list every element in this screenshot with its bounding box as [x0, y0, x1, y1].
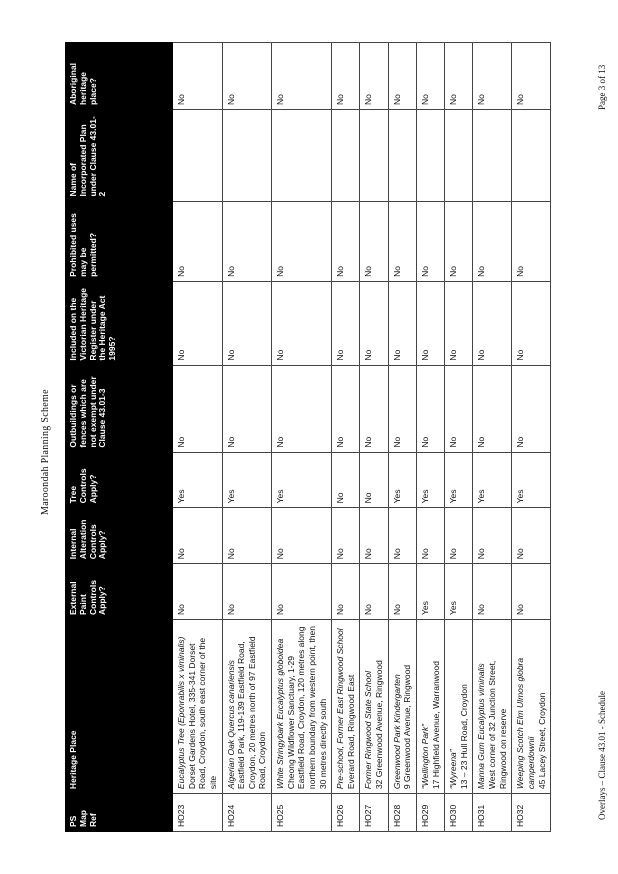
plan-cell: [473, 110, 512, 202]
plan-cell: [222, 110, 272, 202]
paint-cell: Yes: [416, 564, 444, 620]
column-header: Outbuildings or fences which are not exempt under Clause 43.01-3: [66, 365, 173, 452]
map-ref-cell: HO27: [360, 794, 388, 832]
tree-cell: Yes: [512, 452, 551, 508]
table-row: [416, 43, 444, 832]
table-row: [332, 43, 360, 832]
place-address: West corner of 32 Junction Street, Ringwood on reserve: [487, 660, 508, 790]
heritage-place-cell: [416, 619, 444, 793]
plan-cell: [173, 110, 223, 202]
outbuildings-cell: No: [388, 365, 416, 452]
internal-cell: No: [512, 508, 551, 564]
map-ref-cell: HO29: [416, 794, 444, 832]
prohibited-cell: No: [272, 201, 332, 281]
paint-cell: No: [332, 564, 360, 620]
plan-cell: [272, 110, 332, 202]
vhr-cell: No: [445, 281, 473, 365]
plan-cell: [445, 110, 473, 202]
heritage-place-cell: [272, 619, 332, 793]
aboriginal-cell: No: [222, 43, 272, 110]
plan-cell: [360, 110, 388, 202]
column-header: Prohibited uses may be permitted?: [66, 201, 173, 281]
plan-cell: [388, 110, 416, 202]
outbuildings-cell: No: [272, 365, 332, 452]
place-name: Weeping Scotch Elm Ulmos globra camperdownii: [515, 657, 536, 790]
aboriginal-cell: No: [512, 43, 551, 110]
vhr-cell: No: [360, 281, 388, 365]
column-header: Heritage Place: [66, 619, 173, 793]
internal-cell: No: [388, 508, 416, 564]
page-header: Maroondah Planning Scheme: [40, 389, 51, 515]
column-header: Internal Alteration Controls Apply?: [66, 508, 173, 564]
vhr-cell: No: [222, 281, 272, 365]
heritage-place-cell: [332, 619, 360, 793]
aboriginal-cell: No: [416, 43, 444, 110]
prohibited-cell: No: [388, 201, 416, 281]
paint-cell: No: [272, 564, 332, 620]
page-number: Page 3 of 13: [597, 64, 607, 110]
outbuildings-cell: No: [445, 365, 473, 452]
tree-cell: Yes: [416, 452, 444, 508]
column-header: Aboriginal heritage place?: [66, 43, 173, 110]
column-header: Tree Controls Apply?: [66, 452, 173, 508]
place-name: White Stringybark Eucalyptus globoidea: [275, 638, 285, 790]
place-name: Greenwood Park Kindergarten: [391, 674, 402, 790]
prohibited-cell: No: [332, 201, 360, 281]
vhr-cell: No: [473, 281, 512, 365]
vhr-cell: No: [272, 281, 332, 365]
internal-cell: No: [473, 508, 512, 564]
place-name: Algerian Oak Quercus canariensis: [225, 660, 236, 790]
place-name: Eucalyptus Tree (Eponrabilis x viminalis): [176, 636, 186, 790]
place-address: Cheong Wildflower Sanctuary, 1-29 Eastfield Road, Croydon, 120 metres along northern boundary from western point, then 30 metres directly south: [285, 626, 328, 790]
tree-cell: No: [332, 452, 360, 508]
table-row: [173, 43, 223, 832]
aboriginal-cell: No: [360, 43, 388, 110]
place-address: 13 – 23 Hull Road, Croydon: [458, 684, 469, 790]
column-header: Included on the Victorian Heritage Register under the Heritage Act 1995?: [66, 281, 173, 365]
tree-cell: Yes: [388, 452, 416, 508]
tree-cell: Yes: [272, 452, 332, 508]
plan-cell: [512, 110, 551, 202]
outbuildings-cell: No: [360, 365, 388, 452]
map-ref-cell: HO31: [473, 794, 512, 832]
place-address: 32 Greenwood Avenue, Ringwood: [374, 660, 384, 790]
place-address: 45 Lacey Street, Croydon: [536, 692, 547, 790]
map-ref-cell: HO30: [445, 794, 473, 832]
aboriginal-cell: No: [473, 43, 512, 110]
aboriginal-cell: No: [272, 43, 332, 110]
internal-cell: No: [173, 508, 223, 564]
prohibited-cell: No: [473, 201, 512, 281]
heritage-place-cell: [445, 619, 473, 793]
plan-cell: [416, 110, 444, 202]
tree-cell: Yes: [222, 452, 272, 508]
tree-cell: Yes: [473, 452, 512, 508]
paint-cell: Yes: [445, 564, 473, 620]
place-address: Everard Road, Ringwood East: [345, 674, 356, 790]
internal-cell: No: [222, 508, 272, 564]
internal-cell: No: [332, 508, 360, 564]
place-name: Pre-school, Former East Ringwood School: [335, 628, 346, 790]
internal-cell: No: [416, 508, 444, 564]
map-ref-cell: HO23: [173, 794, 223, 832]
paint-cell: No: [173, 564, 223, 620]
prohibited-cell: No: [360, 201, 388, 281]
table-row: [222, 43, 272, 832]
table-row: [473, 43, 512, 832]
internal-cell: No: [360, 508, 388, 564]
page-footer-label: Overlays – Clause 43.01 - Schedule: [597, 691, 607, 820]
outbuildings-cell: No: [173, 365, 223, 452]
outbuildings-cell: No: [416, 365, 444, 452]
outbuildings-cell: No: [473, 365, 512, 452]
place-address: 17 Highfield Avenue, Warranwood: [430, 661, 441, 790]
table-row: [388, 43, 416, 832]
paint-cell: No: [512, 564, 551, 620]
vhr-cell: No: [173, 281, 223, 365]
tree-cell: Yes: [173, 452, 223, 508]
place-name: “Wellington Park”: [419, 724, 430, 790]
place-name: “Wyreena”: [448, 749, 459, 790]
vhr-cell: No: [416, 281, 444, 365]
map-ref-cell: HO28: [388, 794, 416, 832]
prohibited-cell: No: [445, 201, 473, 281]
tree-cell: No: [360, 452, 388, 508]
outbuildings-cell: No: [512, 365, 551, 452]
vhr-cell: No: [332, 281, 360, 365]
place-name: Former Ringwood State School: [363, 670, 374, 790]
column-header: Name of Incorporated Plan under Clause 43.01-2: [66, 110, 173, 202]
aboriginal-cell: No: [173, 43, 223, 110]
heritage-place-cell: [388, 619, 416, 793]
outbuildings-cell: No: [222, 365, 272, 452]
map-ref-cell: HO32: [512, 794, 551, 832]
heritage-place-cell: [173, 619, 223, 793]
table-row: [272, 43, 332, 832]
heritage-place-cell: [360, 619, 388, 793]
map-ref-cell: HO24: [222, 794, 272, 832]
aboriginal-cell: No: [388, 43, 416, 110]
map-ref-cell: HO25: [272, 794, 332, 832]
internal-cell: No: [272, 508, 332, 564]
place-address: Eastfield Park, 119-139 Eastfield Road, Croydon, 20 metres north of 97 Eastfield Road, Croydon: [236, 636, 268, 790]
heritage-place-cell: [473, 619, 512, 793]
paint-cell: No: [388, 564, 416, 620]
place-name: Manna Gum Eucalyptus viminalis: [476, 663, 487, 790]
plan-cell: [332, 110, 360, 202]
paint-cell: No: [222, 564, 272, 620]
table-row: [445, 43, 473, 832]
aboriginal-cell: No: [445, 43, 473, 110]
aboriginal-cell: No: [332, 43, 360, 110]
prohibited-cell: No: [173, 201, 223, 281]
place-address: Dorset Gardens Hotel, 335-341 Dorset Road, Croydon, south east corner of the site: [186, 637, 218, 790]
vhr-cell: No: [512, 281, 551, 365]
prohibited-cell: No: [222, 201, 272, 281]
map-ref-cell: HO26: [332, 794, 360, 832]
column-header: External Paint Controls Apply?: [66, 564, 173, 620]
table-row: [512, 43, 551, 832]
table-row: [360, 43, 388, 832]
heritage-place-cell: [512, 619, 551, 793]
heritage-place-cell: [222, 619, 272, 793]
place-address: 9 Greenwood Avenue, Ringwood: [402, 664, 413, 790]
table-header-row: [66, 43, 173, 832]
tree-cell: Yes: [445, 452, 473, 508]
outbuildings-cell: No: [332, 365, 360, 452]
heritage-schedule-table: [65, 42, 565, 832]
vhr-cell: No: [388, 281, 416, 365]
prohibited-cell: No: [512, 201, 551, 281]
prohibited-cell: No: [416, 201, 444, 281]
paint-cell: No: [360, 564, 388, 620]
internal-cell: No: [445, 508, 473, 564]
column-header: PS Map Ref: [66, 794, 173, 832]
paint-cell: No: [473, 564, 512, 620]
